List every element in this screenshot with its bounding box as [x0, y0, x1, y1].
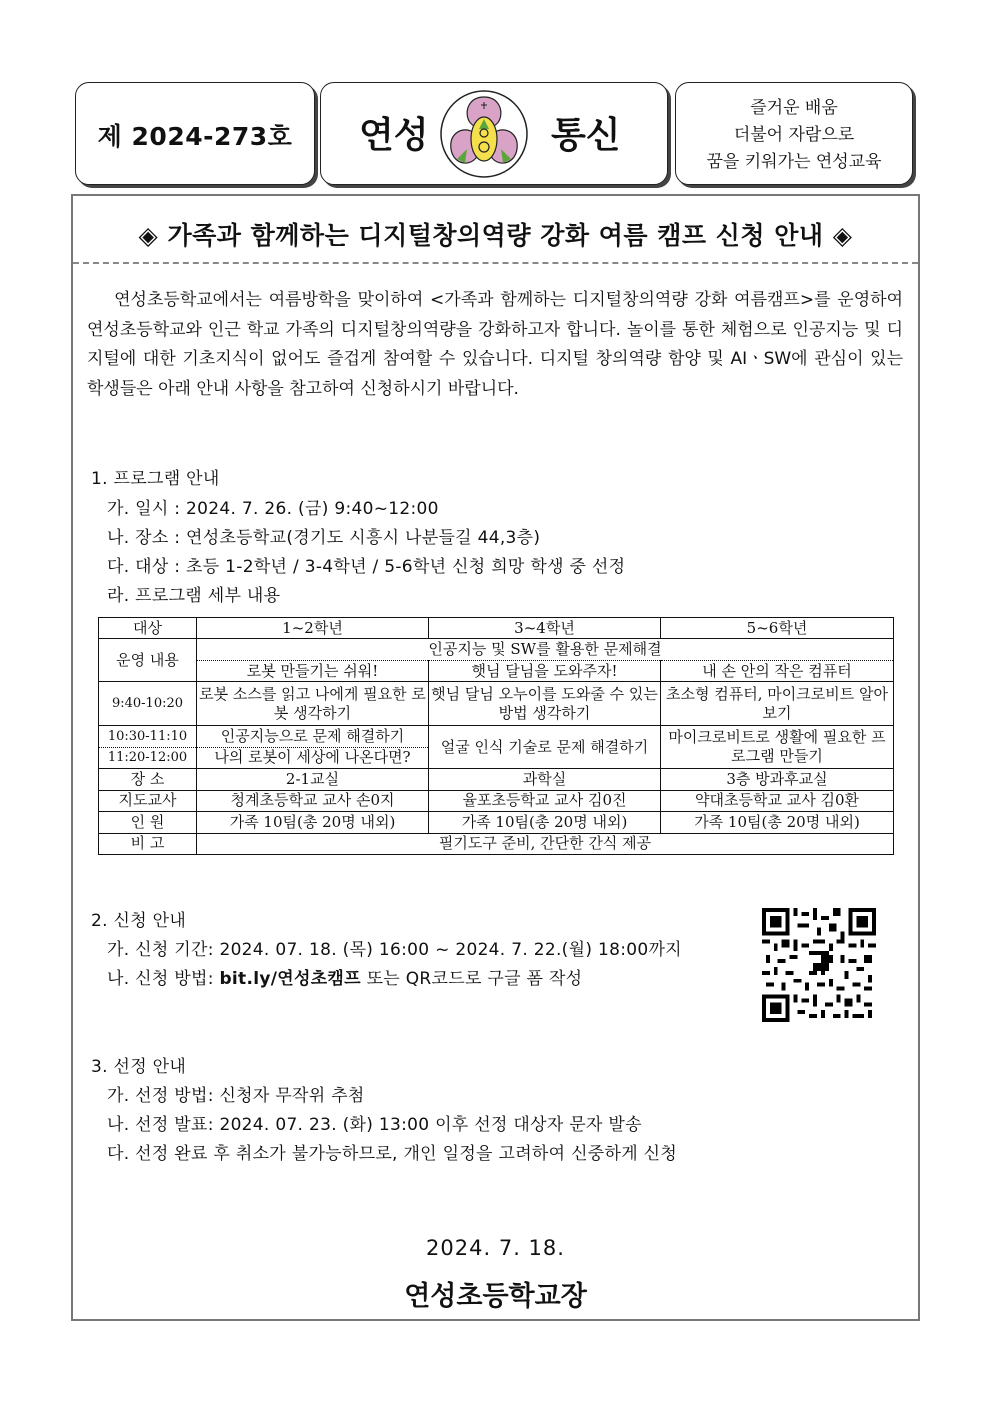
session1-g12: 로봇 소스를 읽고 나에게 필요한 로봇 생각하기: [197, 682, 429, 726]
table-row: [99, 682, 894, 726]
program-theme: 인공지능 및 SW를 활용한 문제해결: [197, 639, 894, 660]
title-divider: [73, 262, 918, 264]
motto-line: 꿈을 키워가는 연성교육: [706, 152, 882, 172]
notice-title: ◈ 가족과 함께하는 디지털창의역량 강화 여름 캠프 신청 안내 ◈: [138, 221, 853, 250]
session2b-time: 11:20-12:00: [99, 747, 197, 768]
program-table: [98, 617, 894, 855]
table-row: [99, 812, 894, 833]
issue-date: 2024. 7. 18.: [426, 1236, 565, 1260]
session1-g56: 초소형 컴퓨터, 마이크로비트 알아보기: [661, 682, 894, 726]
note-value: 필기도구 준비, 간단한 간식 제공: [197, 833, 894, 855]
capacity-g56: 가족 10팀(총 20명 내외): [661, 812, 894, 833]
session2-g34: 얼굴 인식 기술로 문제 해결하기: [429, 726, 661, 769]
section3-notice: 다. 선정 완료 후 취소가 불가능하므로, 개인 일정을 고려하여 신중하게 신청: [107, 1144, 678, 1164]
table-header-cell: 1~2학년: [197, 618, 429, 639]
motto-box: [675, 82, 913, 185]
intro-text: 연성초등학교에서는 여름방학을 맞이하여 <가족과 함께하는 디지털창의역량 강화 여름캠프>를 운영하여 연성초등학교와 인근 학교 가족의 디지털창의역량을 강화하고자 합니다. 놀이를 통한 체험으로 인공지능 및 디지털에 대한 기초지식이 없어도 즐겁게 참여할 수 있습니다. 디지털 창의역량 함양 및 AIㆍSW에 관심이 있는 학생들은 아래 안내 사항을 참고하여 신청하시기 바랍니다.: [87, 290, 903, 399]
table-row: [99, 790, 894, 811]
table-header-cell: 대상: [99, 618, 197, 639]
section1-item-details: 라. 프로그램 세부 내용: [107, 586, 281, 606]
capacity-label: 인 원: [99, 812, 197, 833]
qr-code-icon[interactable]: [762, 908, 876, 1022]
session2-g56: 마이크로비트로 생활에 필요한 프로그램 만들기: [661, 726, 894, 769]
capacity-g12: 가족 10팀(총 20명 내외): [197, 812, 429, 833]
session1-time: 9:40-10:20: [99, 682, 197, 726]
place-g12: 2-1교실: [197, 769, 429, 790]
section3-announce: 나. 선정 발표: 2024. 07. 23. (화) 13:00 이후 선정 대상자 문자 발송: [107, 1115, 642, 1135]
table-row: [99, 660, 894, 681]
session2b-g12: 나의 로봇이 세상에 나온다면?: [197, 747, 429, 768]
table-row: [99, 833, 894, 855]
newsletter-name-right: 통신: [551, 115, 621, 156]
method-prefix: 나. 신청 방법:: [107, 969, 220, 989]
note-label: 비 고: [99, 833, 197, 855]
notice-frame: [71, 194, 920, 1321]
table-header-cell: 3~4학년: [429, 618, 661, 639]
application-link[interactable]: bit.ly/연성초캠프: [219, 969, 361, 989]
section3-method: 가. 선정 방법: 신청자 무작위 추첨: [107, 1086, 365, 1106]
table-row: [99, 769, 894, 790]
intro-paragraph: [87, 286, 903, 404]
program-title-g34: 햇님 달님을 도와주자!: [429, 660, 661, 681]
school-emblem-icon: [439, 89, 529, 179]
session1-g34: 햇님 달님 오누이를 도와줄 수 있는 방법 생각하기: [429, 682, 661, 726]
teacher-g56: 약대초등학교 교사 김0환: [661, 790, 894, 811]
table-header-cell: 5~6학년: [661, 618, 894, 639]
place-g34: 과학실: [429, 769, 661, 790]
teacher-label: 지도교사: [99, 790, 197, 811]
section3-heading: 3. 선정 안내: [91, 1057, 187, 1077]
motto: [676, 95, 912, 176]
session2a-g12: 인공지능으로 문제 해결하기: [197, 726, 429, 747]
section1-item-place: 나. 장소 : 연성초등학교(경기도 시흥시 나분들길 44,3층): [107, 528, 541, 548]
teacher-g34: 율포초등학교 교사 김0진: [429, 790, 661, 811]
teacher-g12: 청계초등학교 교사 손0지: [197, 790, 429, 811]
motto-line: 더불어 자람으로: [733, 125, 855, 145]
program-title-g56: 내 손 안의 작은 컴퓨터: [661, 660, 894, 681]
section2-method: [107, 964, 582, 989]
place-g56: 3층 방과후교실: [661, 769, 894, 790]
section1-item-target: 다. 대상 : 초등 1-2학년 / 3-4학년 / 5-6학년 신청 희망 학생 중 선정: [107, 557, 626, 577]
section1-heading: 1. 프로그램 안내: [91, 469, 220, 489]
table-row: [99, 726, 894, 747]
section2-heading: 2. 신청 안내: [91, 911, 187, 931]
issue-number-box: [75, 82, 315, 185]
method-suffix: 또는 QR코드로 구글 폼 작성: [360, 969, 583, 989]
newsletter-name-left: 연성: [359, 115, 429, 156]
table-header-row: [99, 618, 894, 639]
principal-signature: 연성초등학교장: [404, 1281, 587, 1312]
run-content-label: 운영 내용: [99, 639, 197, 682]
motto-line: 즐거운 배움: [750, 98, 838, 118]
section2-period: 가. 신청 기간: 2024. 07. 18. (목) 16:00 ~ 2024. 7. 22.(월) 18:00까지: [107, 940, 682, 960]
capacity-g34: 가족 10팀(총 20명 내외): [429, 812, 661, 833]
program-title-g12: 로봇 만들기는 쉬워!: [197, 660, 429, 681]
newsletter-title-box: [320, 82, 668, 185]
session2a-time: 10:30-11:10: [99, 726, 197, 747]
section1-item-date: 가. 일시 : 2024. 7. 26. (금) 9:40~12:00: [107, 499, 439, 519]
table-row: [99, 639, 894, 660]
place-label: 장 소: [99, 769, 197, 790]
issue-number: 제 2024-273호: [97, 122, 293, 151]
